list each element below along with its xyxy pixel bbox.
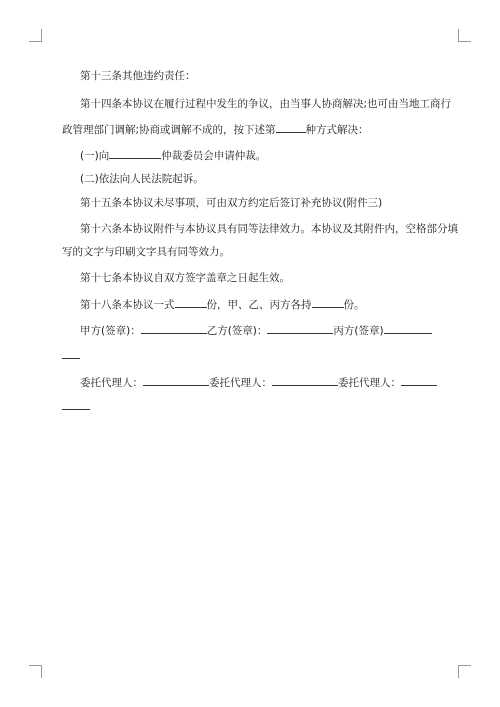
clause-17 xyxy=(80,272,442,285)
total-copies-blank[interactable] xyxy=(175,297,207,308)
agent-2-blank[interactable] xyxy=(272,375,338,386)
clause-18-text-c: 份。 xyxy=(343,299,365,311)
agent-row-wrap xyxy=(62,399,442,414)
copies-each-blank[interactable] xyxy=(312,297,344,308)
clause-16-line-2 xyxy=(62,246,442,259)
clause-14-text-1: 第十四条本协议在履行过程中发生的争议，由当事人协商解决;也可由当地工商行 xyxy=(80,98,452,110)
clause-13-text: 第十三条其他违约责任： xyxy=(80,70,196,82)
crop-mark-bottom-right xyxy=(458,665,471,678)
party-c-signature-blank[interactable] xyxy=(384,323,432,334)
clause-14-line-2 xyxy=(62,122,442,137)
clause-15-text: 第十五条本协议未尽事项，可由双方约定后签订补充协议(附件三) xyxy=(80,197,383,209)
option-2-text: (二)依法向人民法院起诉。 xyxy=(80,173,204,185)
option-1-prefix: (一)向 xyxy=(80,150,110,162)
agent-3-blank-continued[interactable] xyxy=(62,399,90,410)
clause-14-line-1 xyxy=(80,98,452,111)
clause-16-text-1: 第十六条本协议附件与本协议具有同等法律效力。本协议及其附件内，空格部分填 xyxy=(80,223,458,235)
clause-18 xyxy=(80,297,442,312)
agent-2-label: 委托代理人： xyxy=(209,377,272,389)
signature-row xyxy=(80,323,442,338)
agent-1-label: 委托代理人： xyxy=(80,377,143,389)
party-a-signature-blank[interactable] xyxy=(141,323,207,334)
clause-15 xyxy=(80,197,442,210)
option-1-suffix: 仲裁委员会申请仲裁。 xyxy=(161,150,267,162)
option-2 xyxy=(80,173,442,186)
party-a-label: 甲方(签章)： xyxy=(80,325,141,337)
arbitration-committee-blank[interactable] xyxy=(109,148,161,159)
clause-16-text-2: 写的文字与印刷文字具有同等效力。 xyxy=(62,246,230,258)
clause-17-text: 第十七条本协议自双方签字盖章之日起生效。 xyxy=(80,272,290,284)
option-1 xyxy=(80,148,442,163)
party-c-signature-blank-continued[interactable] xyxy=(62,348,80,359)
signature-row-wrap xyxy=(62,348,442,363)
agent-3-blank[interactable] xyxy=(401,375,437,386)
party-c-label: 丙方(签章) xyxy=(333,325,384,337)
crop-mark-bottom-left xyxy=(29,665,42,678)
method-number-blank[interactable] xyxy=(276,122,306,133)
clause-16-line-1 xyxy=(80,223,458,236)
party-b-label: 乙方(签章)： xyxy=(206,325,268,337)
crop-mark-top-left xyxy=(29,29,42,42)
crop-mark-top-right xyxy=(458,29,471,42)
agent-3-label: 委托代理人： xyxy=(338,377,401,389)
clause-18-text-b: 份，甲、乙、丙方各持 xyxy=(206,299,312,311)
party-b-signature-blank[interactable] xyxy=(267,323,333,334)
clause-14-text-2a: 政管理部门调解;协商或调解不成的，按下述第 xyxy=(62,124,276,136)
agent-1-blank[interactable] xyxy=(143,375,209,386)
clause-18-text-a: 第十八条本协议一式 xyxy=(80,299,175,311)
clause-14-text-2b: 种方式解决： xyxy=(305,124,369,136)
clause-13 xyxy=(80,70,442,83)
agent-row xyxy=(80,375,442,390)
